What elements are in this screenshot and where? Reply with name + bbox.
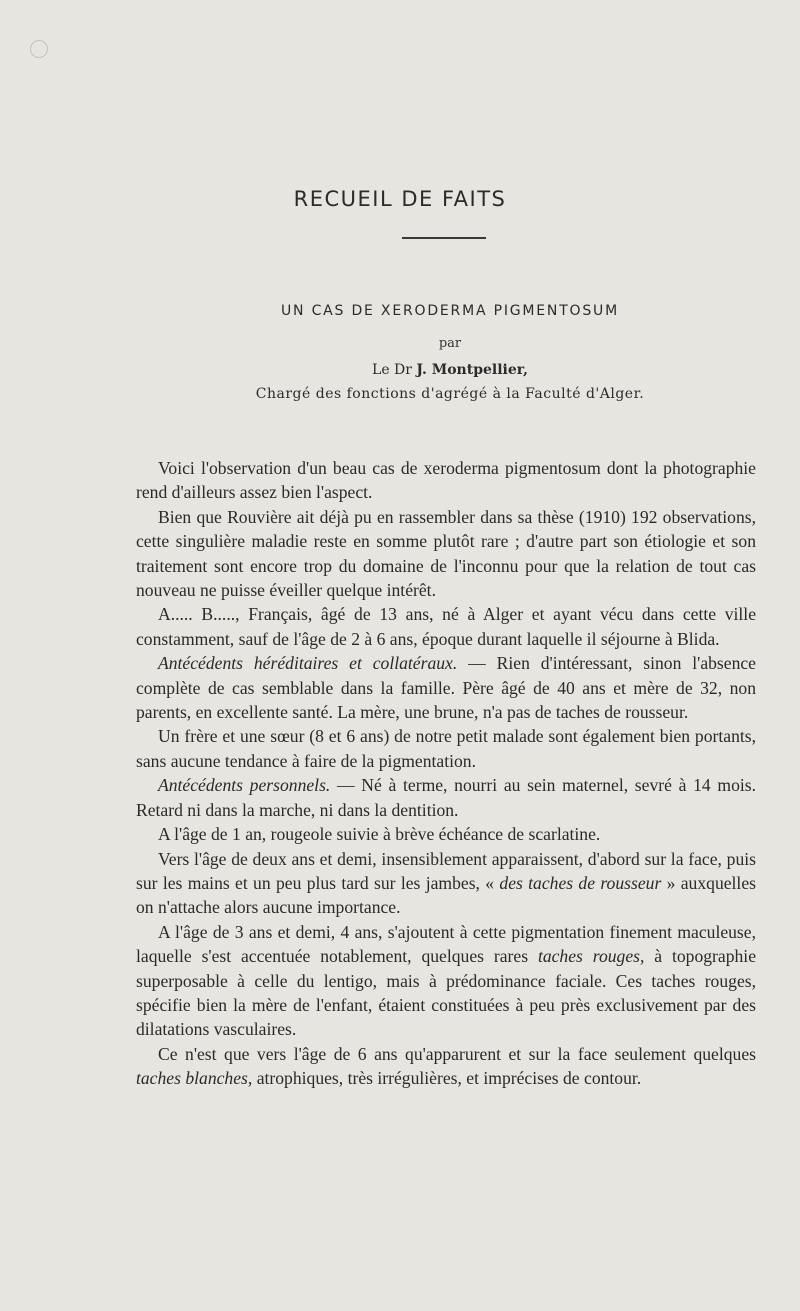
emphasis: taches rouges, bbox=[537, 946, 645, 967]
author-line bbox=[0, 362, 800, 378]
paragraph-text: » auxquelles on n'attache alors aucune importance. bbox=[136, 872, 756, 918]
emphasis: des taches de rousseur bbox=[499, 872, 662, 893]
author-name: J. Montpellier, bbox=[416, 362, 528, 378]
paragraph: Voici l'observation d'un beau cas de xeroderma pigmentosum dont la photographie rend d'ailleurs assez bien l'aspect. bbox=[136, 458, 756, 503]
paragraph-text: — Né à terme, nourri au sein maternel, sevré à 14 mois. Retard ni dans la marche, ni dans la dentition. bbox=[136, 775, 757, 820]
article-body bbox=[136, 456, 756, 1091]
paragraph-text: — Rien d'intéressant, sinon l'absence complète de cas semblable dans la famille. Père âgé de 40 ans et mère de 32, non parents, en excellente santé. La mère, une brune, n'a pas de taches de rousseur. bbox=[136, 653, 756, 723]
paragraph: A l'âge de 1 an, rougeole suivie à brève échéance de scarlatine. bbox=[158, 824, 601, 845]
paragraph-text: A l'âge de 3 ans et demi, 4 ans, s'ajoutent à cette pigmentation finement maculeuse, laquelle s'est accentuée notablement, quelques rares bbox=[136, 921, 756, 967]
subheading: Antécédents personnels. bbox=[158, 775, 331, 796]
paragraph bbox=[136, 847, 756, 920]
paragraph-text: atrophiques, très irrégulières, et imprécises de contour. bbox=[252, 1068, 642, 1089]
paragraph bbox=[136, 651, 756, 724]
emphasis: taches blanches, bbox=[136, 1068, 253, 1089]
paragraph bbox=[136, 920, 756, 1042]
library-stamp-mark bbox=[30, 40, 48, 58]
byline-par: par bbox=[438, 336, 462, 351]
paragraph-text: Vers l'âge de deux ans et demi, insensiblement apparaissent, d'abord sur la face, puis sur les mains et un peu plus tard sur les jambes, « bbox=[136, 848, 756, 893]
paragraph bbox=[136, 1042, 756, 1091]
subheading: Antécédents héréditaires et collatéraux. bbox=[158, 653, 458, 674]
paragraph bbox=[136, 773, 756, 822]
paragraph: Bien que Rouvière ait déjà pu en rassembler dans sa thèse (1910) 192 observations, cette singulière maladie reste en somme plutôt rare ; d'autre part son étiologie et son traitement sont encore trop du domaine de l'inconnu pour que la relation de tout cas nouveau ne puisse éveiller quelque intérêt. bbox=[136, 506, 756, 601]
paragraph: Un frère et une sœur (8 et 6 ans) de notre petit malade sont également bien portants, sans aucune tendance à faire de la pigmentation. bbox=[136, 726, 756, 771]
article-title: UN CAS DE XERODERMA PIGMENTOSUM bbox=[281, 303, 619, 319]
author-prefix: Le Dr bbox=[372, 362, 412, 378]
paragraph: A..... B....., Français, âgé de 13 ans, né à Alger et ayant vécu dans cette ville constamment, sauf de l'âge de 2 à 6 ans, époque durant laquelle il séjourne à Blida. bbox=[136, 604, 756, 649]
paragraph-text: Ce n'est que vers l'âge de 6 ans qu'apparurent et sur la face seulement quelques bbox=[158, 1043, 756, 1064]
paragraph-text: à topographie superposable à celle du lentigo, mais à prédominance faciale. Ces taches rouges, spécifie bien la mère de l'enfant, étaient constituées à peu près exclusivement par des dilatations vasculaires. bbox=[136, 946, 757, 1040]
title-rule bbox=[402, 237, 486, 239]
section-title: RECUEIL DE FAITS bbox=[293, 187, 507, 211]
author-affiliation: Chargé des fonctions d'agrégé à la Faculté d'Alger. bbox=[255, 386, 645, 402]
